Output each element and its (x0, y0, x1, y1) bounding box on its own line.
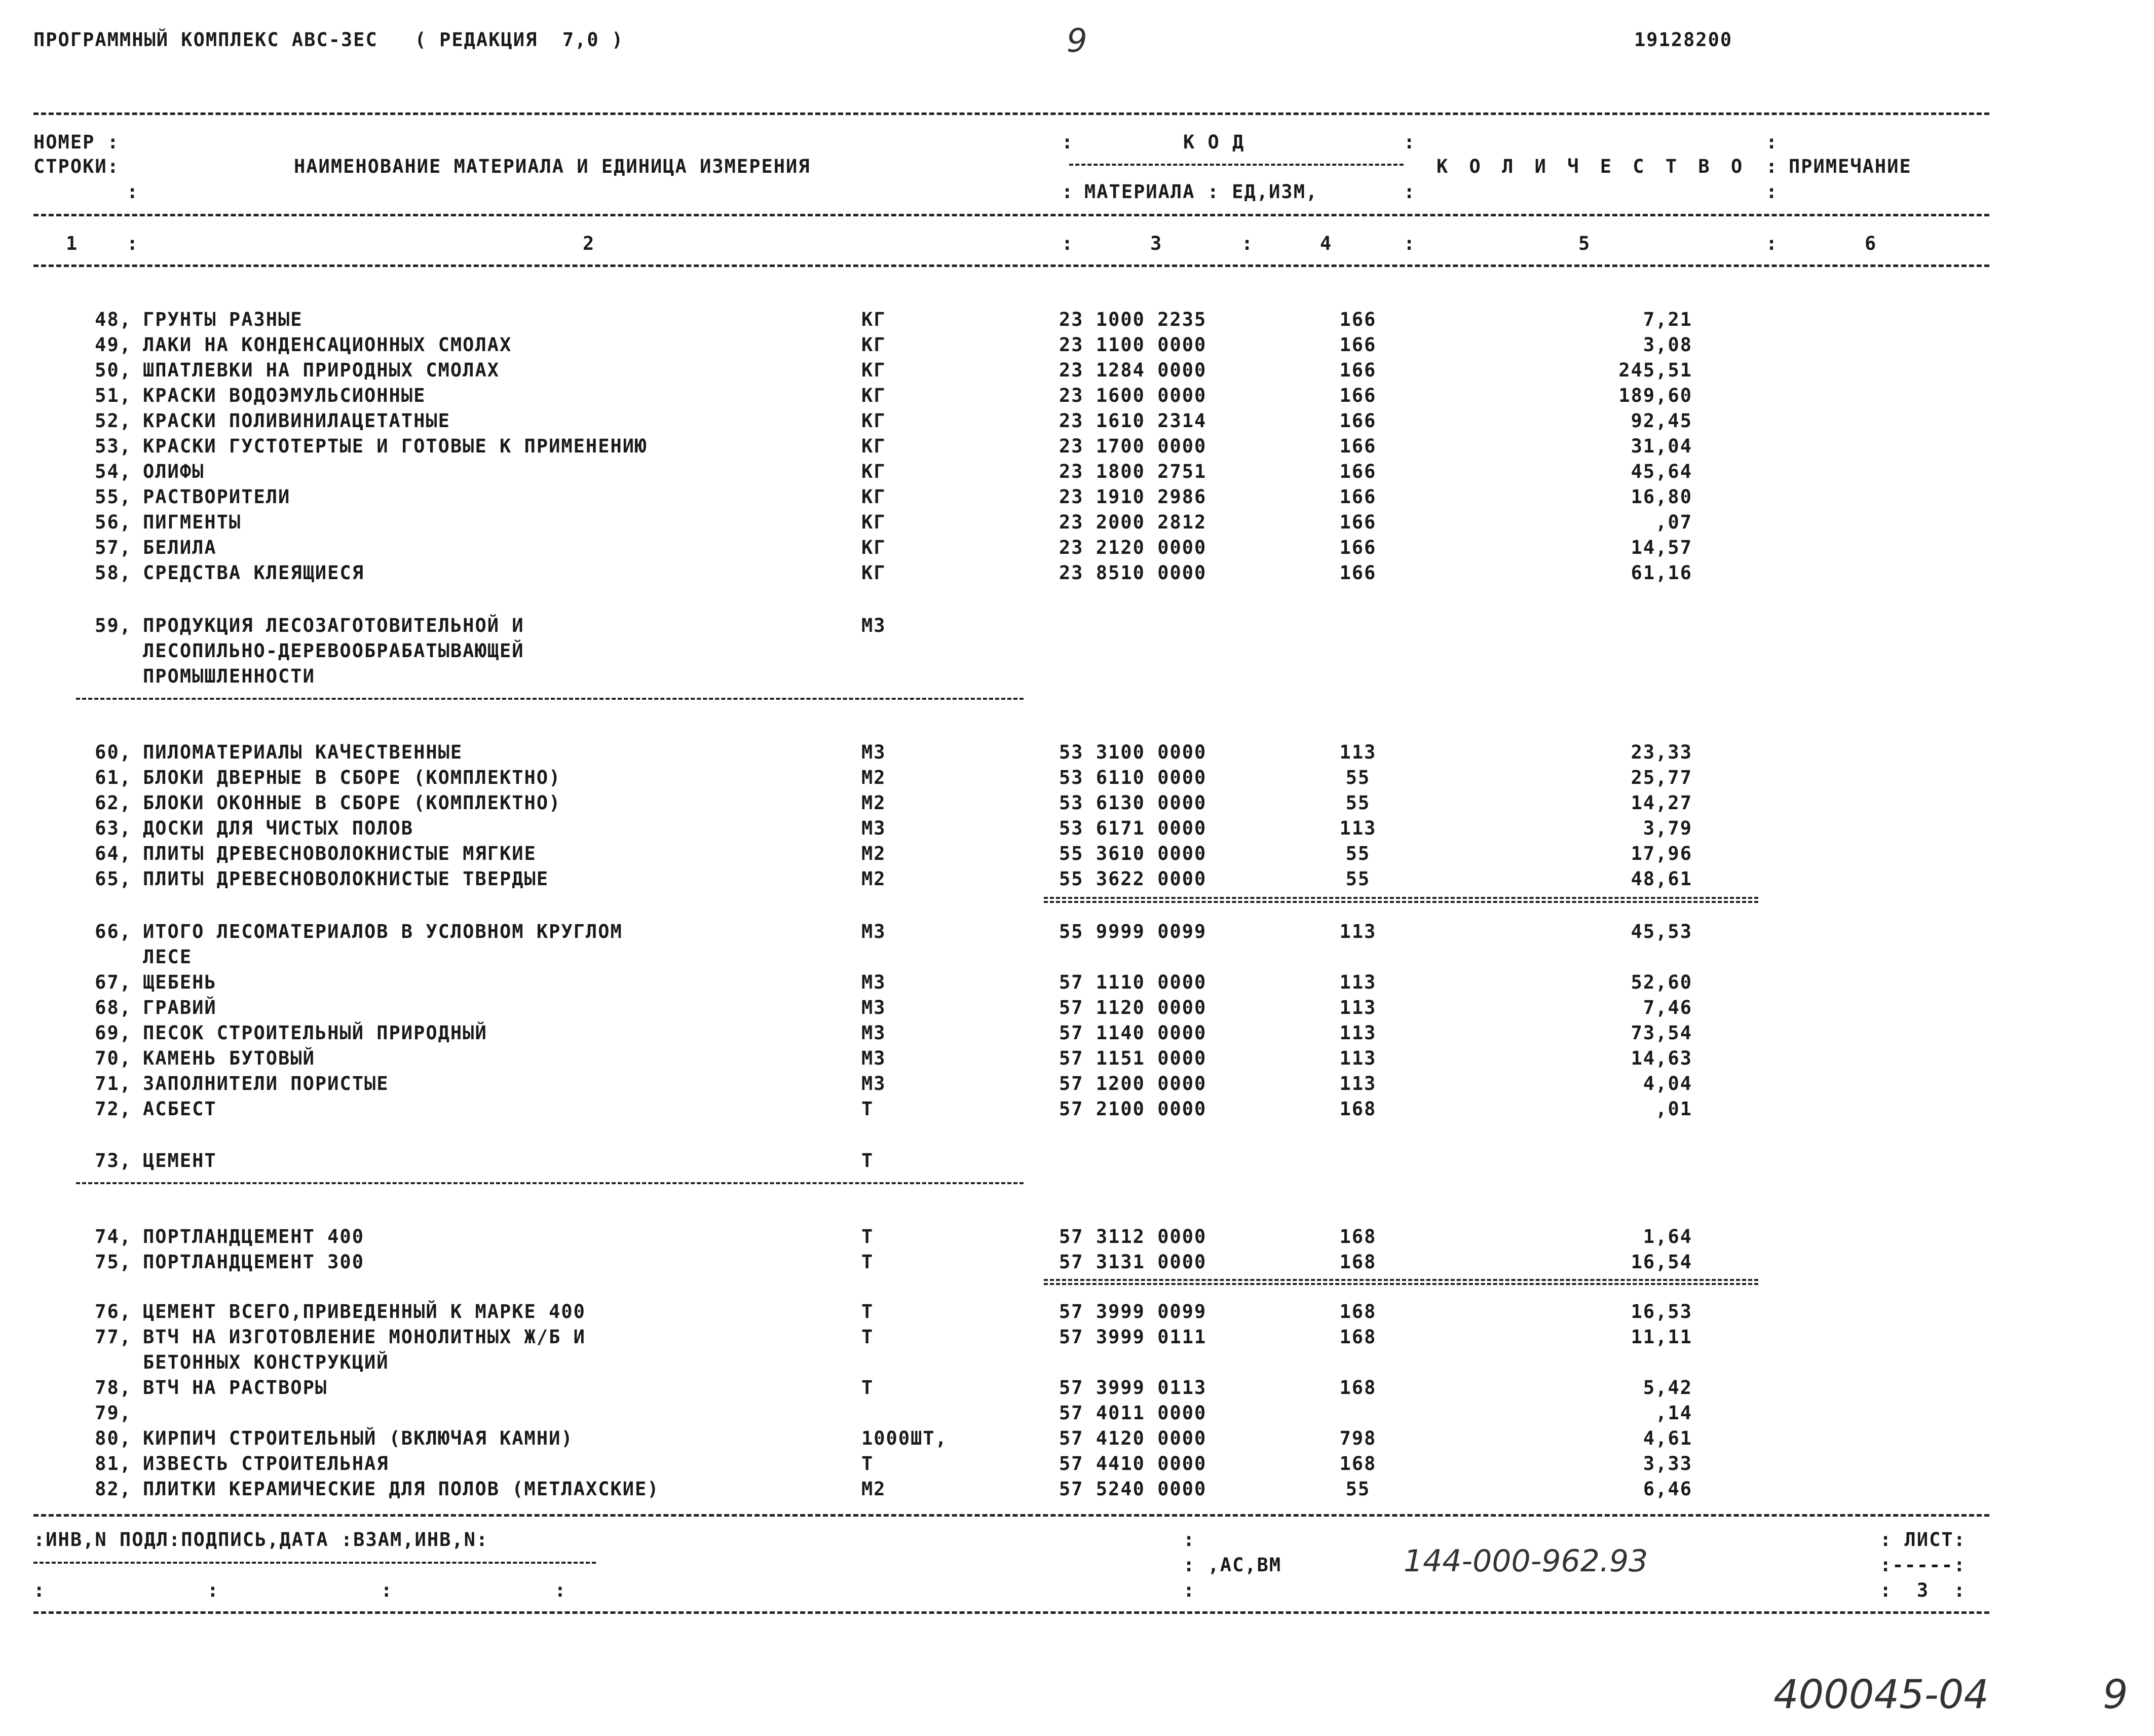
row-name: КРАСКИ ВОДОЭМУЛЬСИОННЫЕ (143, 385, 426, 406)
handwritten-archive-number: 400045-04 (1773, 1672, 1989, 1718)
row-ed: 55 (1345, 843, 1371, 864)
row-name: ПОРТЛАНДЦЕМЕНТ 400 (143, 1226, 364, 1248)
footer-ac-bm: : ,АС,ВМ (1183, 1554, 1282, 1576)
row-name: ОЛИФЫ (143, 461, 205, 482)
row-unit: Т (861, 1098, 874, 1120)
row-qty: 6,46 (1643, 1478, 1692, 1500)
row-code: 57 1110 0000 (1059, 971, 1207, 993)
row-unit: КГ (861, 359, 886, 381)
row-code: 23 8510 0000 (1059, 562, 1207, 584)
header-top-rule (33, 112, 1989, 115)
row-ed: 166 (1339, 486, 1377, 508)
colnum-1-sep: : (127, 233, 139, 254)
row-ed: 55 (1345, 767, 1371, 788)
row-qty: 189,60 (1618, 385, 1692, 406)
row-ed: 166 (1339, 562, 1377, 584)
row-unit: КГ (861, 385, 886, 406)
row-unit: М2 (861, 792, 886, 814)
subtotal-double-rule (1044, 1279, 1758, 1285)
row-ed: 166 (1339, 461, 1377, 482)
row-name: КРАСКИ ПОЛИВИНИЛАЦЕТАТНЫЕ (143, 410, 450, 432)
colnum-4: 4 (1320, 233, 1333, 254)
header-colon-k1: : (1062, 131, 1074, 153)
doc-code: 19128200 (1634, 29, 1733, 51)
colnum-1: 1 (66, 233, 79, 254)
row-unit: КГ (861, 435, 886, 457)
row-number: 82, (95, 1478, 132, 1500)
row-name: ЛАКИ НА КОНДЕНСАЦИОННЫХ СМОЛАХ (143, 334, 512, 356)
row-unit: КГ (861, 511, 886, 533)
row-number: 73, (95, 1150, 132, 1172)
footer-colon-2: : (1183, 1579, 1196, 1601)
colnum-5-sep: : (1404, 233, 1416, 254)
row-code: 57 1200 0000 (1059, 1073, 1207, 1095)
row-number: 48, (95, 309, 132, 330)
row-name: ЗАПОЛНИТЕЛИ ПОРИСТЫЕ (143, 1073, 389, 1095)
row-name: БЛОКИ ДВЕРНЫЕ В СБОРЕ (КОМПЛЕКТНО) (143, 767, 561, 788)
row-qty: 31,04 (1631, 435, 1692, 457)
row-number: 62, (95, 792, 132, 814)
row-qty: 45,64 (1631, 461, 1692, 482)
row-name: ПЕСОК СТРОИТЕЛЬНЫЙ ПРИРОДНЫЙ (143, 1022, 487, 1044)
footer-sheet-separator: :-----: (1880, 1554, 1966, 1576)
row-unit: КГ (861, 309, 886, 330)
row-number: 74, (95, 1226, 132, 1248)
footer-bottom-rule (33, 1611, 1989, 1614)
row-unit: Т (861, 1150, 874, 1172)
row-name: КИРПИЧ СТРОИТЕЛЬНЫЙ (ВКЛЮЧАЯ КАМНИ) (143, 1427, 574, 1449)
row-qty: 48,61 (1631, 868, 1692, 890)
row-ed: 166 (1339, 511, 1377, 533)
row-name: ЩЕБЕНЬ (143, 971, 217, 993)
row-unit: Т (861, 1326, 874, 1348)
row-name: ПИГМЕНТЫ (143, 511, 242, 533)
row-code: 23 1910 2986 (1059, 486, 1207, 508)
row-qty: 14,57 (1631, 537, 1692, 558)
group-underline (76, 1182, 1024, 1184)
handwritten-doc-code: 144-000-962.93 (1404, 1543, 1648, 1579)
row-qty: 61,16 (1631, 562, 1692, 584)
header-bottom-rule (33, 265, 1989, 267)
row-unit: КГ (861, 461, 886, 482)
row-number: 64, (95, 843, 132, 864)
row-code: 53 3100 0000 (1059, 741, 1207, 763)
row-ed: 113 (1339, 817, 1377, 839)
row-number: 80, (95, 1427, 132, 1449)
row-code: 57 3999 0111 (1059, 1326, 1207, 1348)
row-number: 55, (95, 486, 132, 508)
row-code: 55 3610 0000 (1059, 843, 1207, 864)
row-qty: 73,54 (1631, 1022, 1692, 1044)
row-number: 60, (95, 741, 132, 763)
row-qty: 16,80 (1631, 486, 1692, 508)
row-name: РАСТВОРИТЕЛИ (143, 486, 291, 508)
row-number: 68, (95, 997, 132, 1018)
row-unit: М2 (861, 767, 886, 788)
row-unit: М3 (861, 615, 886, 636)
row-ed: 168 (1339, 1301, 1377, 1323)
row-number: 59, (95, 615, 132, 636)
row-qty: 16,54 (1631, 1251, 1692, 1273)
row-name: ПЛИТЫ ДРЕВЕСНОВОЛОКНИСТЫЕ ТВЕРДЫЕ (143, 868, 549, 890)
row-code: 53 6130 0000 (1059, 792, 1207, 814)
row-number: 70, (95, 1047, 132, 1069)
header-colon-p3: : (1766, 181, 1779, 203)
row-unit: Т (861, 1453, 874, 1475)
row-ed: 168 (1339, 1453, 1377, 1475)
row-unit: М2 (861, 868, 886, 890)
row-number: 65, (95, 868, 132, 890)
row-code: 23 2120 0000 (1059, 537, 1207, 558)
row-unit: М3 (861, 997, 886, 1018)
row-name: БЛОКИ ОКОННЫЕ В СБОРЕ (КОМПЛЕКТНО) (143, 792, 561, 814)
row-code: 55 9999 0099 (1059, 921, 1207, 942)
row-ed: 166 (1339, 359, 1377, 381)
row-unit: М3 (861, 921, 886, 942)
row-unit: Т (861, 1301, 874, 1323)
row-number: 81, (95, 1453, 132, 1475)
row-code: 57 3999 0099 (1059, 1301, 1207, 1323)
row-unit: М3 (861, 817, 886, 839)
row-unit: 1000ШТ, (861, 1427, 948, 1449)
row-number: 52, (95, 410, 132, 432)
row-code: 57 1151 0000 (1059, 1047, 1207, 1069)
row-number: 57, (95, 537, 132, 558)
row-ed: 166 (1339, 334, 1377, 356)
row-unit: М3 (861, 1073, 886, 1095)
row-ed: 113 (1339, 1047, 1377, 1069)
header-primechanie: ПРИМЕЧАНИЕ (1789, 156, 1912, 177)
row-qty: 14,27 (1631, 792, 1692, 814)
row-qty: 25,77 (1631, 767, 1692, 788)
row-qty: 1,64 (1643, 1226, 1692, 1248)
row-code: 57 4011 0000 (1059, 1402, 1207, 1424)
row-code: 23 1600 0000 (1059, 385, 1207, 406)
row-qty: 7,21 (1643, 309, 1692, 330)
row-number: 77, (95, 1326, 132, 1348)
row-qty: 4,04 (1643, 1073, 1692, 1095)
row-number: 72, (95, 1098, 132, 1120)
row-ed: 166 (1339, 435, 1377, 457)
row-name: ВТЧ НА РАСТВОРЫ (143, 1377, 328, 1399)
row-code: 23 1000 2235 (1059, 309, 1207, 330)
program-title: ПРОГРАММНЫЙ КОМПЛЕКС АВС-3ЕС ( РЕДАКЦИЯ 7,0 ) (33, 29, 624, 51)
row-code: 55 3622 0000 (1059, 868, 1207, 890)
colnum-2: 2 (583, 233, 595, 254)
header-colon-left: : (127, 181, 139, 203)
row-qty: 11,11 (1631, 1326, 1692, 1348)
row-name: БЕЛИЛА (143, 537, 217, 558)
row-number: 49, (95, 334, 132, 356)
row-code: 57 3112 0000 (1059, 1226, 1207, 1248)
footer-top-rule (33, 1514, 1989, 1517)
row-ed: 166 (1339, 385, 1377, 406)
colnum-6-sep: : (1766, 233, 1779, 254)
row-code: 57 3131 0000 (1059, 1251, 1207, 1273)
row-number: 66, (95, 921, 132, 942)
row-code: 23 1284 0000 (1059, 359, 1207, 381)
row-code: 53 6110 0000 (1059, 767, 1207, 788)
row-name: АСБЕСТ (143, 1098, 217, 1120)
footer-sheet-label: : ЛИСТ: (1880, 1529, 1966, 1551)
row-ed: 113 (1339, 1073, 1377, 1095)
row-name: КАМЕНЬ БУТОВЫЙ (143, 1047, 315, 1069)
row-qty: 23,33 (1631, 741, 1692, 763)
row-ed: 113 (1339, 1022, 1377, 1044)
row-name-continued: ЛЕСОПИЛЬНО-ДЕРЕВООБРАБАТЫВАЮЩЕЙ (143, 640, 524, 662)
row-name: ЦЕМЕНТ (143, 1150, 217, 1172)
header-colon-k4: : (1404, 181, 1416, 203)
row-name: ГРУНТЫ РАЗНЫЕ (143, 309, 303, 330)
row-unit: М3 (861, 971, 886, 993)
header-colon-k2: : (1404, 131, 1416, 153)
row-unit: КГ (861, 486, 886, 508)
header-material-ed: МАТЕРИАЛА : ЕД,ИЗМ, (1084, 181, 1318, 203)
row-code: 23 1610 2314 (1059, 410, 1207, 432)
colnum-3: 3 (1150, 233, 1163, 254)
colnum-3-sep: : (1062, 233, 1074, 254)
row-unit: КГ (861, 562, 886, 584)
row-qty: 245,51 (1618, 359, 1692, 381)
row-qty: 52,60 (1631, 971, 1692, 993)
row-name: ИТОГО ЛЕСОМАТЕРИАЛОВ В УСЛОВНОМ КРУГЛОМ (143, 921, 623, 942)
row-code: 57 5240 0000 (1059, 1478, 1207, 1500)
row-name: ГРАВИЙ (143, 997, 217, 1018)
row-number: 67, (95, 971, 132, 993)
row-qty: 3,79 (1643, 817, 1692, 839)
row-name: ШПАТЛЕВКИ НА ПРИРОДНЫХ СМОЛАХ (143, 359, 500, 381)
header-colon-p2: : (1766, 156, 1779, 177)
header-colon-p1: : (1766, 131, 1779, 153)
row-number: 75, (95, 1251, 132, 1273)
group-underline (76, 698, 1024, 700)
header-nomer: НОМЕР : (33, 131, 120, 153)
row-name: ПИЛОМАТЕРИАЛЫ КАЧЕСТВЕННЫЕ (143, 741, 463, 763)
row-ed: 55 (1345, 868, 1371, 890)
colnum-6: 6 (1865, 233, 1877, 254)
handwritten-page-number: 9 (2103, 1672, 2128, 1718)
row-ed: 168 (1339, 1251, 1377, 1273)
row-ed: 166 (1339, 537, 1377, 558)
row-number: 58, (95, 562, 132, 584)
row-ed: 798 (1339, 1427, 1377, 1449)
row-name: КРАСКИ ГУСТОТЕРТЫЕ И ГОТОВЫЕ К ПРИМЕНЕНИЮ (143, 435, 648, 457)
subtotal-double-rule (1044, 897, 1758, 903)
footer-sheet-number: : 3 : (1880, 1579, 1966, 1601)
row-name-continued: ПРОМЫШЛЕННОСТИ (143, 665, 315, 687)
row-ed: 113 (1339, 971, 1377, 993)
row-name: ПОРТЛАНДЦЕМЕНТ 300 (143, 1251, 364, 1273)
header-kolichestvo: К О Л И Ч Е С Т В О (1437, 156, 1748, 177)
row-name: ДОСКИ ДЛЯ ЧИСТЫХ ПОЛОВ (143, 817, 414, 839)
row-code: 23 1100 0000 (1059, 334, 1207, 356)
row-qty: ,14 (1655, 1402, 1692, 1424)
row-name-continued: ЛЕСЕ (143, 946, 193, 968)
row-qty: 7,46 (1643, 997, 1692, 1018)
row-ed: 55 (1345, 792, 1371, 814)
row-code: 53 6171 0000 (1059, 817, 1207, 839)
row-code: 23 2000 2812 (1059, 511, 1207, 533)
row-number: 53, (95, 435, 132, 457)
row-number: 78, (95, 1377, 132, 1399)
row-code: 23 1800 2751 (1059, 461, 1207, 482)
row-qty: 4,61 (1643, 1427, 1692, 1449)
row-ed: 168 (1339, 1098, 1377, 1120)
row-unit: М2 (861, 843, 886, 864)
row-code: 57 3999 0113 (1059, 1377, 1207, 1399)
row-code: 23 1700 0000 (1059, 435, 1207, 457)
row-name: ВТЧ НА ИЗГОТОВЛЕНИЕ МОНОЛИТНЫХ Ж/Б И (143, 1326, 586, 1348)
row-number: 51, (95, 385, 132, 406)
row-code: 57 2100 0000 (1059, 1098, 1207, 1120)
colnum-4-sep: : (1241, 233, 1254, 254)
footer-colon-1: : (1183, 1529, 1196, 1551)
row-unit: Т (861, 1377, 874, 1399)
row-name: ПЛИТЫ ДРЕВЕСНОВОЛОКНИСТЫЕ МЯГКИЕ (143, 843, 537, 864)
row-ed: 168 (1339, 1226, 1377, 1248)
row-ed: 168 (1339, 1326, 1377, 1348)
row-number: 63, (95, 817, 132, 839)
footer-inventory-rule (33, 1562, 596, 1564)
row-qty: ,01 (1655, 1098, 1692, 1120)
row-ed: 113 (1339, 741, 1377, 763)
row-unit: М2 (861, 1478, 886, 1500)
header-kod-rule (1069, 164, 1404, 166)
row-number: 69, (95, 1022, 132, 1044)
row-unit: КГ (861, 334, 886, 356)
row-qty: 3,08 (1643, 334, 1692, 356)
row-unit: М3 (861, 1022, 886, 1044)
row-unit: М3 (861, 741, 886, 763)
header-kod: К О Д (1183, 131, 1245, 153)
row-ed: 166 (1339, 410, 1377, 432)
row-qty: 17,96 (1631, 843, 1692, 864)
row-code: 57 4410 0000 (1059, 1453, 1207, 1475)
row-qty: 14,63 (1631, 1047, 1692, 1069)
row-number: 50, (95, 359, 132, 381)
colnum-5: 5 (1578, 233, 1591, 254)
header-stroki: СТРОКИ: (33, 156, 120, 177)
row-name: СРЕДСТВА КЛЕЯЩИЕСЯ (143, 562, 364, 584)
row-number: 61, (95, 767, 132, 788)
row-unit: М3 (861, 1047, 886, 1069)
row-qty: 5,42 (1643, 1377, 1692, 1399)
row-code: 57 1140 0000 (1059, 1022, 1207, 1044)
row-qty: 92,45 (1631, 410, 1692, 432)
footer-inventory-cells: : : : : (33, 1579, 572, 1601)
row-code: 57 4120 0000 (1059, 1427, 1207, 1449)
row-code: 57 1120 0000 (1059, 997, 1207, 1018)
row-name-continued: БЕТОННЫХ КОНСТРУКЦИЙ (143, 1351, 389, 1373)
row-ed: 113 (1339, 997, 1377, 1018)
row-name: ПЛИТКИ КЕРАМИЧЕСКИЕ ДЛЯ ПОЛОВ (МЕТЛАХСКИЕ) (143, 1478, 660, 1500)
row-unit: Т (861, 1251, 874, 1273)
row-name: ЦЕМЕНТ ВСЕГО,ПРИВЕДЕННЫЙ К МАРКЕ 400 (143, 1301, 586, 1323)
row-unit: КГ (861, 410, 886, 432)
row-ed: 168 (1339, 1377, 1377, 1399)
row-qty: 45,53 (1631, 921, 1692, 942)
header-colon-k3: : (1062, 181, 1074, 203)
row-unit: КГ (861, 537, 886, 558)
row-number: 71, (95, 1073, 132, 1095)
row-number: 79, (95, 1402, 132, 1424)
row-ed: 55 (1345, 1478, 1371, 1500)
row-qty: 3,33 (1643, 1453, 1692, 1475)
row-qty: ,07 (1655, 511, 1692, 533)
header-name: НАИМЕНОВАНИЕ МАТЕРИАЛА И ЕДИНИЦА ИЗМЕРЕНИЯ (294, 156, 811, 177)
footer-inventory-labels: :ИНВ,N ПОДЛ:ПОДПИСЬ,ДАТА :ВЗАМ,ИНВ,N: (33, 1529, 489, 1551)
row-number: 56, (95, 511, 132, 533)
row-ed: 166 (1339, 309, 1377, 330)
row-name: ИЗВЕСТЬ СТРОИТЕЛЬНАЯ (143, 1453, 389, 1475)
row-number: 54, (95, 461, 132, 482)
row-unit: Т (861, 1226, 874, 1248)
row-ed: 113 (1339, 921, 1377, 942)
header-mid-rule (33, 214, 1989, 216)
row-number: 76, (95, 1301, 132, 1323)
handwritten-page-mark: 9 (1067, 22, 1087, 60)
row-name: ПРОДУКЦИЯ ЛЕСОЗАГОТОВИТЕЛЬНОЙ И (143, 615, 524, 636)
row-qty: 16,53 (1631, 1301, 1692, 1323)
